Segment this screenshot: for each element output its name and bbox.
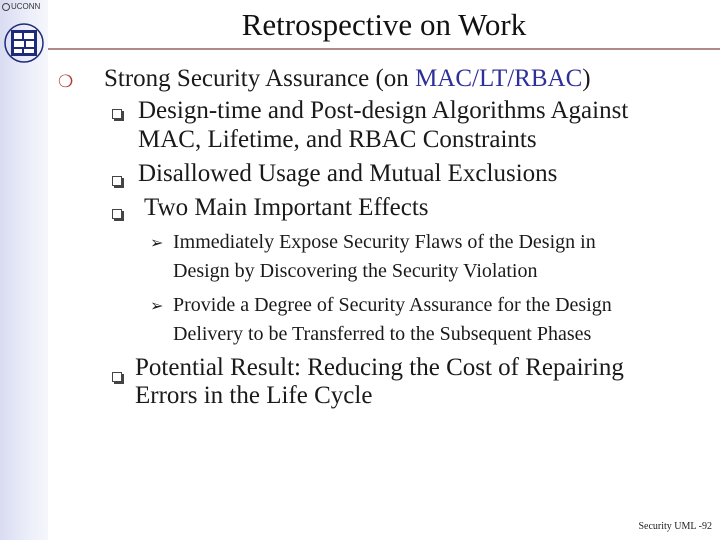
arrow-bullet-icon: ➢ xyxy=(150,296,164,315)
sub-bullet-4-line-2: Errors in the Life Cycle xyxy=(135,382,373,409)
engineering-school-logo-icon xyxy=(2,18,46,68)
sub-bullet-1-line-2: MAC, Lifetime, and RBAC Constraints xyxy=(138,126,537,153)
sub-bullet-4-line-1: Potential Result: Reducing the Cost of Repairing xyxy=(135,354,624,381)
sub-bullet-2: Disallowed Usage and Mutual Exclusions xyxy=(138,160,558,187)
square-bullet-icon xyxy=(112,372,122,382)
square-bullet-icon xyxy=(112,209,122,219)
effect-2-line-2: Delivery to be Transferred to the Subsequent Phases xyxy=(173,323,592,345)
effect-2-line-1: Provide a Degree of Security Assurance for the Design xyxy=(173,294,612,316)
seal-icon xyxy=(2,3,10,11)
sub-bullet-1-line-1: Design-time and Post-design Algorithms Against xyxy=(138,97,629,124)
sidebar-band xyxy=(0,0,48,540)
slide-footer-label: Security UML -92 xyxy=(638,521,712,532)
circle-bullet-icon: ❍ xyxy=(58,72,74,92)
slide-title: Retrospective on Work xyxy=(241,7,527,42)
effect-1-line-2: Design by Discovering the Security Violation xyxy=(173,260,538,282)
square-bullet-icon xyxy=(112,109,122,119)
main-bullet-text: Strong Security Assurance (on MAC/LT/RBAC) xyxy=(104,65,591,92)
highlight-text: MAC/LT/RBAC xyxy=(415,65,583,92)
effect-1-line-1: Immediately Expose Security Flaws of the Design in xyxy=(173,231,596,253)
institution-label: UCONN xyxy=(2,2,40,11)
square-bullet-icon xyxy=(112,176,122,186)
sub-bullet-3: Two Main Important Effects xyxy=(144,194,429,221)
arrow-bullet-icon: ➢ xyxy=(150,233,164,252)
title-divider xyxy=(48,48,720,50)
